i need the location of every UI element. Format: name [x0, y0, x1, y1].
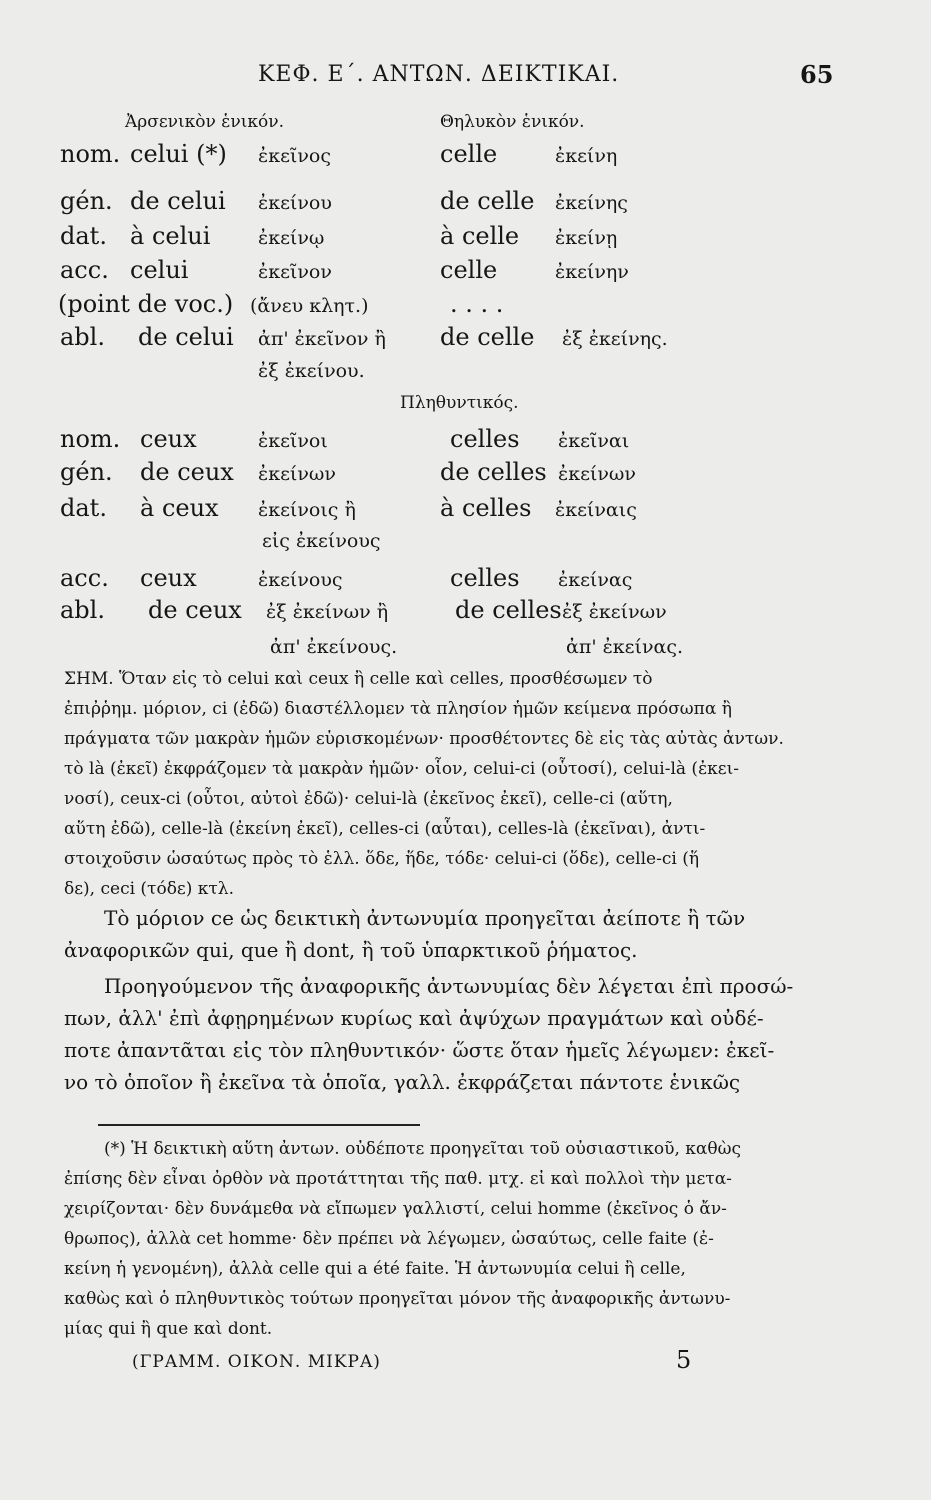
greek-masculine-form: ἐκείνου	[258, 192, 332, 214]
greek-masculine-form: ἐκεῖνον	[258, 261, 332, 283]
footnote-line: καθὼς καὶ ὁ πληθυντικὸς τούτων προηγεῖται μόνον τῆς ἀναφορικῆς ἀντωνυ-	[64, 1289, 731, 1309]
french-masculine-form: celui (*)	[130, 140, 227, 168]
paragraph-line: ποτε ἀπαντᾶται εἰς τὸν πληθυντικόν· ὥστε ὅταν ἡμεῖς λέγωμεν: ἐκεῖ-	[64, 1038, 775, 1062]
remark-line: τὸ là (ἐκεῖ) ἐκφράζομεν τὰ μακρὰν ἡμῶν· οἷον, celui-ci (οὗτοσί), celui-là (ἐκει-	[64, 759, 740, 779]
greek-feminine-form: ἐξ ἐκείνων	[562, 601, 667, 623]
paragraph-antecedent	[64, 970, 793, 1098]
case-label: acc.	[60, 564, 109, 592]
french-feminine-form: celle	[440, 256, 498, 284]
greek-masculine-form: ἀπ' ἐκείνους.	[270, 636, 398, 658]
case-label: dat.	[60, 494, 107, 522]
greek-feminine-form: ἐκείνης	[555, 192, 628, 214]
greek-feminine-form: ἐκείναις	[555, 499, 637, 521]
greek-masculine-form: ἐκείνων	[258, 463, 336, 485]
remark-line: στοιχοῦσιν ὡσαύτως πρὸς τὸ ἑλλ. ὅδε, ἥδε, τόδε· celui-ci (ὅδε), celle-ci (ἥ	[64, 849, 700, 869]
french-masculine-form: à ceux	[140, 494, 219, 522]
greek-masculine-form: ἀπ' ἐκεῖνον ἢ	[258, 328, 386, 350]
case-label: abl.	[60, 596, 105, 624]
footnote-line: κείνη ἡ γενομένη), ἀλλὰ celle qui a été faite. Ἡ ἀντωνυμία celui ἢ celle,	[64, 1259, 686, 1279]
greek-feminine-form: ἐκείνη	[555, 145, 618, 167]
greek-feminine-form: ἐκείνην	[555, 261, 629, 283]
case-label: gén.	[60, 458, 113, 486]
running-title: ΚΕΦ. Ε΄. ΑΝΤΩΝ. ΔΕΙΚΤΙΚΑΙ.	[258, 62, 620, 87]
greek-feminine-form: ἐκείνας	[558, 569, 633, 591]
footnote-line: θρωπος), ἀλλὰ cet homme· δὲν πρέπει νὰ λέγωμεν, ὡσαύτως, celle faite (ἐ-	[64, 1229, 714, 1249]
remark-line: αὕτη ἐδῶ), celle-là (ἐκείνη ἐκεῖ), celles-ci (αὗται), celles-là (ἐκεῖναι), ἀντι-	[64, 819, 706, 839]
remark-line: ΣΗΜ. Ὅταν εἰς τὸ celui καὶ ceux ἢ celle καὶ celles, προσθέσωμεν τὸ	[64, 669, 653, 689]
page-number: 65	[800, 60, 834, 89]
greek-masculine-form: ἐκείνοις ἢ	[258, 499, 356, 521]
case-label: abl.	[60, 323, 105, 351]
greek-vocative-note: (ἄνευ κλητ.)	[250, 295, 369, 317]
case-label: dat.	[60, 222, 107, 250]
remark-line: νοσί), ceux-ci (οὗτοι, αὐτοὶ ἐδῶ)· celui-là (ἐκεῖνος ἐκεῖ), celle-ci (αὕτη,	[64, 789, 673, 809]
french-masculine-form: celui	[130, 256, 189, 284]
french-masculine-form: à celui	[130, 222, 211, 250]
french-feminine-form: de celles	[440, 458, 547, 486]
footnote-line: (*) Ἡ δεικτικὴ αὕτη ἀντων. οὐδέποτε προηγεῖται τοῦ οὐσιαστικοῦ, καθὼς	[104, 1139, 741, 1159]
greek-masculine-form: ἐκεῖνοι	[258, 430, 328, 452]
french-masculine-form: de ceux	[140, 458, 234, 486]
french-masculine-form: de ceux	[148, 596, 242, 624]
french-masculine-form: ceux	[140, 564, 197, 592]
case-label: gén.	[60, 187, 113, 215]
greek-feminine-form: ἐξ ἐκείνης.	[562, 328, 668, 350]
french-feminine-form: celles	[450, 564, 520, 592]
vocative-note: (point de voc.)	[58, 290, 234, 318]
french-masculine-form: de celui	[130, 187, 226, 215]
masculine-singular-heading: Ἀρσενικὸν ἑνικόν.	[125, 112, 285, 132]
feminine-singular-heading: Θηλυκὸν ἑνικόν.	[440, 112, 585, 132]
greek-masculine-form: ἐκεῖνος	[258, 145, 331, 167]
footnote-line: μίας qui ἢ que καὶ dont.	[64, 1319, 273, 1339]
remark-line: ἐπιῤῥημ. μόριον, ci (ἐδῶ) διαστέλλομεν τὰ πλησίον ἡμῶν κείμενα πρόσωπα ἢ	[64, 699, 732, 719]
french-feminine-form: de celles	[455, 596, 562, 624]
plural-heading: Πληθυντικός.	[400, 393, 519, 413]
remark-block	[64, 664, 784, 904]
paragraph-ce	[64, 902, 745, 966]
paragraph-line: Τὸ μόριον ce ὡς δεικτικὴ ἀντωνυμία προηγεῖται ἀείποτε ἢ τῶν	[104, 906, 746, 930]
greek-masculine-form: ἐξ ἐκείνων ἢ	[266, 601, 389, 623]
vocative-dots: . . . .	[450, 290, 504, 318]
french-masculine-form: de celui	[138, 323, 234, 351]
paragraph-line: Προηγούμενον τῆς ἀναφορικῆς ἀντωνυμίας δὲν λέγεται ἐπὶ προσώ-	[104, 974, 794, 998]
french-masculine-form: ceux	[140, 425, 197, 453]
french-feminine-form: celles	[450, 425, 520, 453]
remark-line: πράγματα τῶν μακρὰν ἡμῶν εὑρισκομένων· προσθέτοντες δὲ εἰς τὰς αὐτὰς ἀντων.	[64, 729, 784, 749]
greek-feminine-form: ἀπ' ἐκείνας.	[566, 636, 684, 658]
case-label: nom.	[60, 140, 121, 168]
case-label: acc.	[60, 256, 109, 284]
footnote-line: χειρίζονται· δὲν δυνάμεθα νὰ εἴπωμεν γαλλιστί, celui homme (ἐκεῖνος ὁ ἄν-	[64, 1199, 727, 1219]
greek-ablative-continuation: ἐξ ἐκείνου.	[258, 360, 365, 382]
greek-feminine-form: ἐκείνων	[558, 463, 636, 485]
footnote-line: ἐπίσης δὲν εἶναι ὀρθὸν νὰ προτάττηται τῆς παθ. μτχ. εἰ καὶ πολλοὶ τὴν μετα-	[64, 1169, 732, 1189]
greek-masculine-form: ἐκείνους	[258, 569, 343, 591]
greek-masculine-form: ἐκείνῳ	[258, 227, 325, 249]
paragraph-line: πων, ἀλλ' ἐπὶ ἀφῃρημένων κυρίως καὶ ἀψύχων πραγμάτων καὶ οὐδέ-	[64, 1006, 764, 1030]
greek-feminine-form: ἐκεῖναι	[558, 430, 630, 452]
paragraph-line: νο τὸ ὁποῖον ἢ ἐκεῖνα τὰ ὁποῖα, γαλλ. ἐκφράζεται πάντοτε ἑνικῶς	[64, 1070, 741, 1094]
french-feminine-form: de celle	[440, 323, 535, 351]
greek-masculine-form: εἰς ἐκείνους	[262, 530, 381, 552]
remark-line: δε), ceci (τόδε) κτλ.	[64, 879, 234, 899]
signature-number: 5	[676, 1346, 692, 1374]
case-label: nom.	[60, 425, 121, 453]
footnote-rule	[98, 1124, 420, 1126]
footnote	[64, 1134, 741, 1344]
french-feminine-form: de celle	[440, 187, 535, 215]
greek-feminine-form: ἐκείνῃ	[555, 227, 618, 249]
french-feminine-form: à celle	[440, 222, 520, 250]
signature-mark: (ΓΡΑΜΜ. ΟΙΚΟΝ. ΜΙΚΡΑ)	[132, 1352, 381, 1372]
french-feminine-form: à celles	[440, 494, 532, 522]
french-feminine-form: celle	[440, 140, 498, 168]
paragraph-line: ἀναφορικῶν qui, que ἢ dont, ἢ τοῦ ὑπαρκτικοῦ ῥήματος.	[64, 938, 638, 962]
